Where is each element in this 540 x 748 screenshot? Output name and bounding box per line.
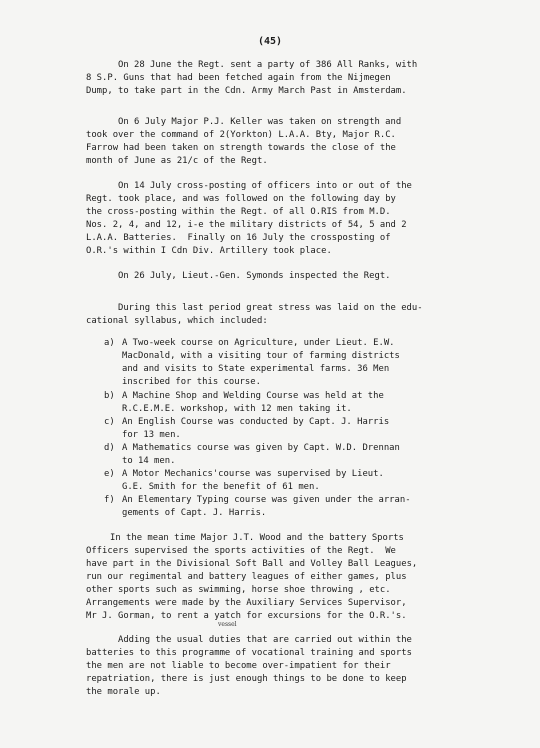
list-marker: f): [104, 495, 115, 505]
handwritten-correction: vessel: [218, 621, 237, 628]
list-marker: c): [104, 417, 115, 427]
paragraph-morale: [86, 634, 516, 699]
text-line: An English Course was conducted by Capt. J. Harris: [122, 417, 390, 427]
text-line: On 6 July Major P.J. Keller was taken on strength and: [118, 117, 402, 127]
paragraph-sports: [86, 532, 516, 623]
text-line: R.C.E.M.E. workshop, with 12 men taking it.: [122, 404, 352, 414]
list-item: [104, 494, 514, 520]
list-item: [104, 337, 514, 389]
text-line: to 14 men.: [122, 456, 176, 466]
text-line: On 26 July, Lieut.-Gen. Symonds inspected the Regt.: [118, 271, 391, 281]
text-line: O.R.'s within I Cdn Div. Artillery took place.: [86, 246, 332, 256]
text-line: Arrangements were made by the Auxiliary Services Supervisor,: [86, 598, 407, 608]
list-marker: e): [104, 469, 115, 479]
text-line: A Machine Shop and Welding Course was held at the: [122, 391, 384, 401]
text-line: have part in the Divisional Soft Ball and Volley Ball Leagues,: [86, 559, 418, 569]
text-line: Adding the usual duties that are carried out within the: [118, 635, 412, 645]
text-line: the cross-posting within the Regt. of all O.RIS from M.D.: [86, 207, 391, 217]
text-line: During this last period great stress was laid on the edu-: [118, 303, 423, 313]
text-line: A Mathematics course was given by Capt. W.D. Drennan: [122, 443, 400, 453]
text-line: month of June as 21/c of the Regt.: [86, 156, 268, 166]
text-line: A Two-week course on Agriculture, under Lieut. E.W.: [122, 338, 395, 348]
paragraph-cross-posting: [86, 180, 516, 258]
text-line: On 14 July cross-posting of officers into or out of the: [118, 181, 412, 191]
text-line: the men are not liable to become over-impatient for their: [86, 661, 391, 671]
text-line: the morale up.: [86, 687, 161, 697]
text-line: for 13 men.: [122, 430, 181, 440]
paragraph-march-past: [86, 59, 516, 98]
text-line: other sports such as swimming, horse shoe throwing , etc.: [86, 585, 391, 595]
paragraph-keller: [86, 116, 516, 168]
text-line: G.E. Smith for the benefit of 61 men.: [122, 482, 320, 492]
text-line: Mr J. Gorman, to rent a yatch for excursions for the O.R.'s.: [86, 611, 407, 621]
text-line: MacDonald, with a visiting tour of farming districts: [122, 351, 400, 361]
list-marker: b): [104, 391, 115, 401]
text-line: cational syllabus, which included:: [86, 316, 268, 326]
text-line: Officers supervised the sports activities of the Regt. We: [86, 546, 396, 556]
text-line: took over the command of 2(Yorkton) L.A.A. Bty, Major R.C.: [86, 130, 396, 140]
text-line: repatriation, there is just enough things to be done to keep: [86, 674, 407, 684]
paragraph-syllabus-intro: [86, 302, 516, 328]
text-line: L.A.A. Batteries. Finally on 16 July the crossposting of: [86, 233, 391, 243]
text-line: and and visits to State experimental farms. 36 Men: [122, 364, 390, 374]
list-item: [104, 442, 514, 468]
paragraph-inspection: [86, 270, 516, 283]
text-line: run our regimental and battery leagues of either games, plus: [86, 572, 407, 582]
text-line: 8 S.P. Guns that had been fetched again from the Nijmegen: [86, 73, 391, 83]
page-number: (45): [257, 36, 283, 47]
text-line: An Elementary Typing course was given under the arran-: [122, 495, 411, 505]
text-line: Farrow had been taken on strength towards the close of the: [86, 143, 396, 153]
list-item: [104, 390, 514, 416]
text-line: In the mean time Major J.T. Wood and the battery Sports: [110, 533, 404, 543]
text-line: inscribed for this course.: [122, 377, 261, 387]
text-line: Regt. took place, and was followed on the following day by: [86, 194, 396, 204]
text-line: gements of Capt. J. Harris.: [122, 508, 267, 518]
list-marker: d): [104, 443, 115, 453]
text-line: A Motor Mechanics'course was supervised by Lieut.: [122, 469, 384, 479]
text-line: Dump, to take part in the Cdn. Army March Past in Amsterdam.: [86, 86, 407, 96]
text-line: On 28 June the Regt. sent a party of 386 All Ranks, with: [118, 60, 418, 70]
text-line: batteries to this programme of vocational training and sports: [86, 648, 412, 658]
list-item: [104, 468, 514, 494]
list-marker: a): [104, 338, 115, 348]
list-item: [104, 416, 514, 442]
text-line: Nos. 2, 4, and 12, i-e the military districts of 54, 5 and 2: [86, 220, 407, 230]
